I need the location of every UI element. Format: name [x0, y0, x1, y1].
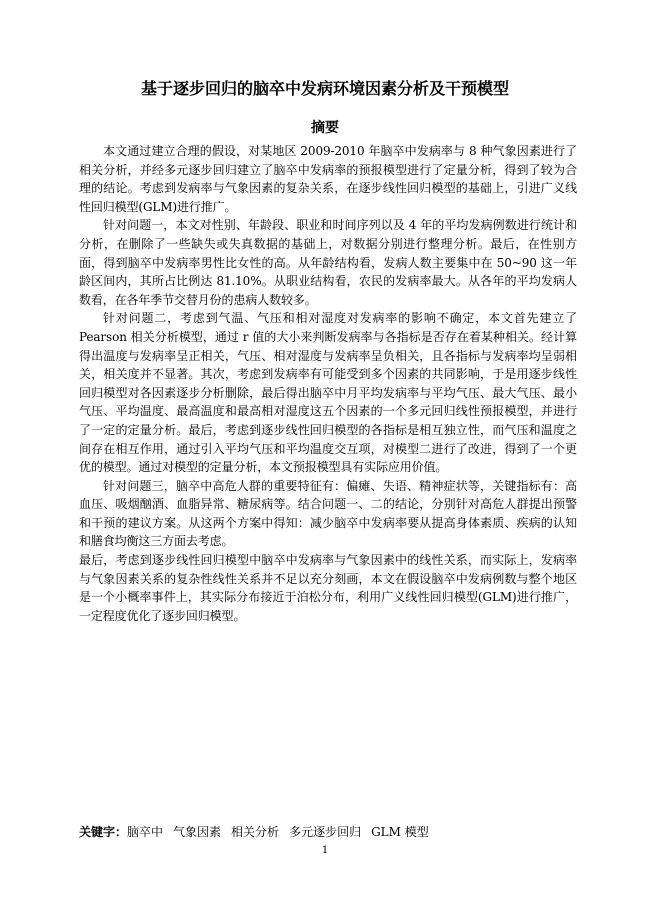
- abstract-paragraph-problem-2: 针对问题二，考虑到气温、气压和相对湿度对发病率的影响不确定，本文首先建立了 Pearson 相关分析模型，通过 r 值的大小来判断发病率与各指标是否存在着某种相关。经计算得出温度与发病率呈正相关，气压、相对湿度与发病率呈负相关，且各指标与发病率均呈弱相关，相关度并不显著。其次，考虑到发病率有可能受到多个因素的共同影响，于是用逐步线性回归模型对各因素逐步分析删除，最后得出脑卒中月平均发病率与平均气压、最大气压、最小气压、平均温度、最高温度和最高相对湿度这五个因素的一个多元回归线性预报模型，并进行了一定的定量分析。最后，考虑到逐步线性回归模型的各指标是相互独立性，而气压和温度之间存在相互作用，通过引入平均气压和平均温度交互项，对模型二进行了改进，得到了一个更优的模型。通过对模型的定量分析，本文预报模型具有实际应用价值。: [79, 311, 577, 475]
- paper-title: 基于逐步回归的脑卒中发病环境因素分析及干预模型: [140, 79, 509, 98]
- keyword: GLM 模型: [371, 825, 429, 839]
- abstract-heading: 摘要: [311, 120, 339, 136]
- keyword: 相关分析: [231, 825, 280, 839]
- page-number: 1: [321, 845, 329, 856]
- keyword: 气象因素: [173, 825, 222, 839]
- abstract-body: [79, 142, 577, 625]
- abstract-paragraph-problem-3: 针对问题三，脑卒中高危人群的重要特征有：偏瘫、失语、精神症状等，关键指标有：高血压、吸烟酗酒、血脂异常、糖尿病等。结合问题一、二的结论，分别针对高危人群提出预警和干预的建议方案。从这两个方案中得知：减少脑卒中发病率要从提高身体素质、疾病的认知和膳食均衡这三方面去考虑。: [79, 478, 577, 549]
- abstract-paragraph-problem-1: 针对问题一，本文对性别、年龄段、职业和时间序列以及 4 年的平均发病例数进行统计和分析，在删除了一些缺失或失真数据的基础上，对数据分别进行整理分析。最后，在性别方面，得到脑卒中发病率男性比女性的高。从年龄结构看，发病人数主要集中在 50~90 这一年龄区间内，其所占比例达 81.10%。从职业结构看，农民的发病率最大。从各年的平均发病人数看，在各年季节交替月份的患病人数较多。: [79, 218, 577, 307]
- keywords-label: 关键字：: [79, 825, 128, 839]
- keyword: 多元逐步回归: [289, 825, 362, 839]
- abstract-paragraph-final: 最后，考虑到逐步线性回归模型中脑卒中发病率与气象因素中的线性关系，而实际上，发病率与气象因素关系的复杂性线性关系并不足以充分刻画，本文在假设脑卒中发病例数与整个地区是一个小概率事件上，其实际分布接近于泊松分布，利用广义线性回归模型(GLM)进行推广，一定程度优化了逐步回归模型。: [79, 553, 577, 623]
- abstract-paragraph-intro: 本文通过建立合理的假设，对某地区 2009-2010 年脑卒中发病率与 8 种气象因素进行了相关分析，并经多元逐步回归建立了脑卒中发病率的预报模型进行了定量分析，得到了较为合理的结论。考虑到发病率与气象因素的复杂关系，在逐步线性回归模型的基础上，引进广义线性回归模型(GLM)进行推广。: [79, 144, 577, 214]
- keyword: 脑卒中: [127, 825, 164, 839]
- keywords-line: [79, 823, 577, 841]
